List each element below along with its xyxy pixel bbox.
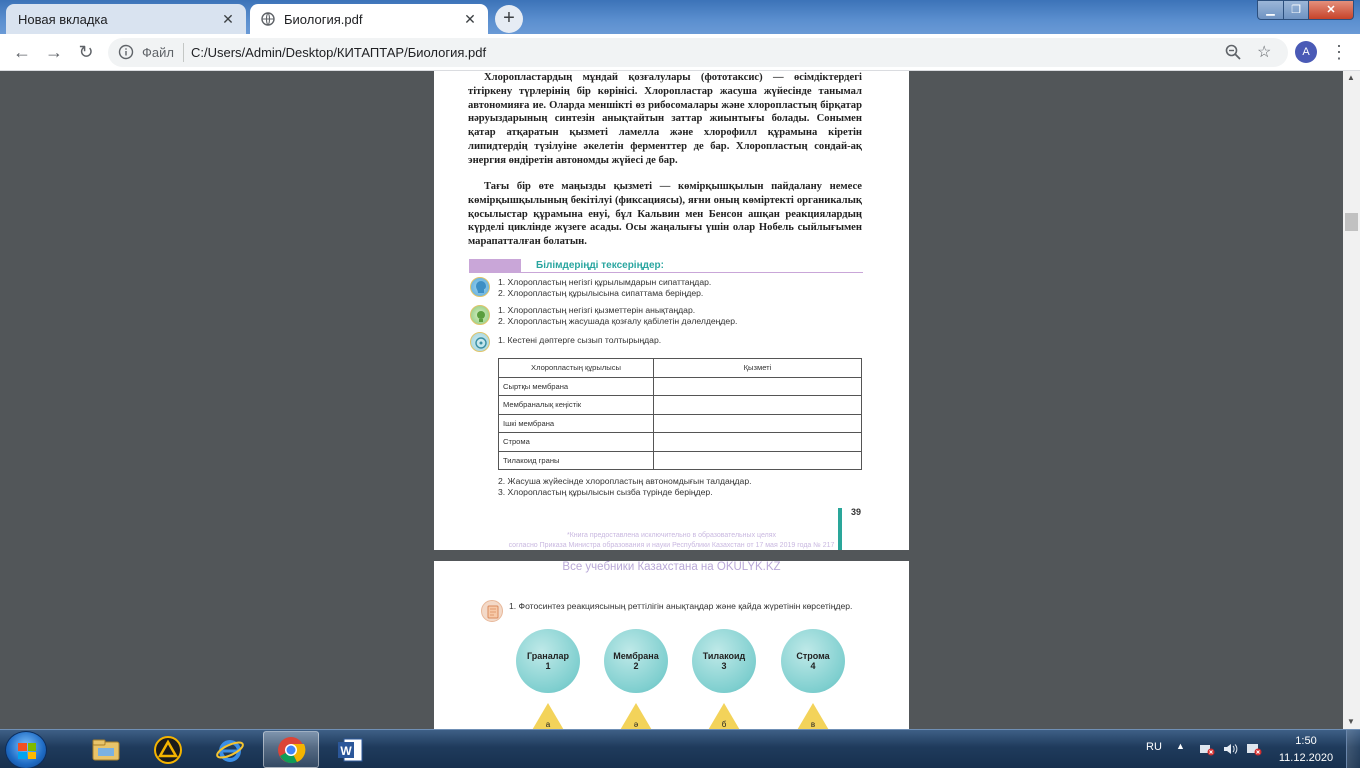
table-cell: Сыртқы мембрана bbox=[499, 377, 654, 396]
table-cell-empty bbox=[654, 377, 862, 396]
table-header: Қызметі bbox=[654, 359, 862, 378]
zoom-icon[interactable] bbox=[1224, 43, 1242, 61]
table-cell-empty bbox=[654, 396, 862, 415]
windows-logo-icon bbox=[18, 743, 36, 759]
question-item: 1. Хлоропластың негізгі құрылымдарын сипаттаңдар. bbox=[498, 277, 712, 287]
circle-label: Тилакоид bbox=[702, 651, 746, 661]
table-row bbox=[499, 414, 862, 433]
globe-icon bbox=[260, 11, 276, 27]
action-center-icon[interactable] bbox=[1246, 742, 1262, 756]
chrome-icon[interactable] bbox=[263, 731, 319, 768]
explorer-icon[interactable] bbox=[78, 731, 134, 768]
close-window-button[interactable]: ✕ bbox=[1308, 0, 1354, 20]
table-row bbox=[499, 396, 862, 415]
footnote: согласно Приказа Министра образования и науки Республики Казахстан от 17 мая 2019 года № 217 bbox=[508, 542, 835, 549]
table-cell: Тилакоид граны bbox=[499, 451, 654, 470]
tab-strip bbox=[0, 0, 1360, 34]
process-circle bbox=[516, 629, 580, 693]
question-item: 2. Хлоропластың құрылысына сипаттама беріңдер. bbox=[498, 287, 704, 298]
table-row bbox=[499, 451, 862, 470]
circle-number: 3 bbox=[721, 661, 727, 671]
internet-explorer-icon[interactable] bbox=[202, 731, 258, 768]
menu-dots-icon[interactable]: ⋮ bbox=[1330, 42, 1348, 62]
circle-number: 1 bbox=[545, 661, 551, 671]
question-item: 1. Кестені дәптерге сызып толтырыңдар. bbox=[498, 335, 662, 345]
show-desktop-button[interactable] bbox=[1346, 730, 1360, 768]
process-circle bbox=[781, 629, 845, 693]
tray-expand-icon[interactable]: ▲ bbox=[1176, 741, 1185, 751]
section-title: Білімдеріңді тексеріңдер: bbox=[536, 260, 664, 271]
table-row bbox=[499, 433, 862, 452]
table-cell-empty bbox=[654, 451, 862, 470]
circle-label: Мембрана bbox=[613, 651, 659, 661]
taskbar bbox=[0, 729, 1360, 768]
question-list bbox=[498, 476, 752, 498]
footnote: *Книга предоставлена исключительно в образовательных целях bbox=[567, 532, 776, 539]
reload-icon[interactable]: ↻ bbox=[78, 42, 94, 62]
process-circle bbox=[604, 629, 668, 693]
page-number: 39 bbox=[851, 507, 862, 517]
process-circle bbox=[692, 629, 756, 693]
table-cell: Строма bbox=[499, 433, 654, 452]
lightbulb-icon bbox=[470, 305, 490, 325]
triangle-label: ә bbox=[633, 720, 639, 729]
pdf-viewer[interactable] bbox=[0, 71, 1360, 729]
circle-number: 2 bbox=[633, 661, 639, 671]
word-icon[interactable] bbox=[322, 731, 378, 768]
tab-close-icon[interactable]: ✕ bbox=[222, 11, 234, 27]
triangle-label: в bbox=[810, 720, 816, 729]
tab-close-icon[interactable]: ✕ bbox=[464, 11, 476, 27]
head-icon bbox=[470, 277, 490, 297]
question-list bbox=[498, 305, 737, 326]
question-item: 3. Хлоропластың құрылысын сызба түрінде беріңдер. bbox=[498, 487, 713, 497]
url-text[interactable]: C:/Users/Admin/Desktop/КИТАПТАР/Биология.pdf bbox=[191, 45, 487, 60]
target-icon bbox=[470, 332, 490, 352]
paragraph: Тағы бір өте маңызды қызметі — көмірқышқылын пайдалану немесе көмірқышқылының бекітілуі (фиксациясы), яғни оның көміртекті органикалық қосылыстар құрамына енуі, бұл Кальвин мен Бенсон ашқан реакциялардың күрделі циклінде жүзеге асады. Осы жаңалығы үшін олар Нобель сыйлығымен марапатталған болатын. bbox=[468, 181, 862, 248]
paragraph: Хлоропластардың мұндай қозғалулары (фототаксис) — өсімдіктердегі тітіркену түрлерінің бір көрінісі. Хлоропластар жасуша жүйесінде танымал автономияға ие. Оларда меншікті өз рибосомалары және хлоропластың бірқатар нәруыздарының синтезін анықтайтын заттар жиынтығы болады. Сонымен қатар атқаратын қызметі ламелла және хлорофилл құрамына кіретін липидтердің түзілуіне әкелетін ферменттер де бар. Хлоропластың сондай-ақ энергия өндіретін автономды жүйесі де бар. bbox=[468, 72, 862, 166]
table-header-row bbox=[499, 359, 862, 378]
question-list bbox=[498, 277, 711, 298]
circle-label: Граналар bbox=[527, 651, 569, 661]
tab-pdf[interactable] bbox=[250, 4, 488, 34]
table-cell: Мембраналық кеңістік bbox=[499, 396, 654, 415]
notebook-icon bbox=[481, 600, 503, 622]
question-list bbox=[498, 335, 661, 346]
pdf-page bbox=[434, 561, 909, 729]
clock-time[interactable]: 1:50 bbox=[1295, 735, 1317, 747]
pdf-page bbox=[434, 71, 909, 550]
avatar[interactable]: A bbox=[1295, 41, 1317, 63]
table-cell: Ішкі мембрана bbox=[499, 414, 654, 433]
table-cell-empty bbox=[654, 433, 862, 452]
triangle-label: а bbox=[545, 720, 551, 729]
tab-new-tab[interactable] bbox=[6, 4, 246, 34]
scroll-down-icon[interactable]: ▼ bbox=[1347, 717, 1355, 726]
question-item: 1. Фотосинтез реакциясының реттілігін анықтаңдар және қайда жүретінін көрсетіңдер. bbox=[509, 601, 853, 611]
table-cell-empty bbox=[654, 414, 862, 433]
bookmark-star-icon[interactable]: ☆ bbox=[1257, 44, 1272, 61]
question-item: 2. Жасуша жүйесінде хлоропластың автономдығын талдаңдар. bbox=[498, 476, 752, 486]
question-item: 1. Хлоропластың негізгі қызметтерін анықтаңдар. bbox=[498, 305, 696, 315]
volume-icon[interactable] bbox=[1222, 742, 1238, 756]
address-bar[interactable] bbox=[108, 38, 1288, 67]
browser-toolbar bbox=[0, 34, 1360, 71]
triangle-label: б bbox=[721, 720, 727, 729]
section-marker bbox=[469, 259, 521, 272]
maximize-button[interactable]: ❐ bbox=[1283, 0, 1309, 20]
circle-number: 4 bbox=[810, 661, 816, 671]
info-icon[interactable] bbox=[118, 44, 134, 60]
table-header: Хлоропластың құрылысы bbox=[499, 359, 654, 378]
back-arrow-icon[interactable]: ← bbox=[13, 42, 31, 62]
question-item: 2. Хлоропластың жасушада қозғалу қабілетін дәлелдеңдер. bbox=[498, 315, 738, 326]
structure-table bbox=[498, 358, 862, 470]
watermark: Все учебники Казахстана на OKULYK.KZ bbox=[562, 561, 781, 573]
svg-text:W: W bbox=[340, 743, 352, 758]
app-triangle-icon[interactable] bbox=[140, 731, 196, 768]
scheme-label: Файл bbox=[142, 45, 174, 60]
scroll-up-icon[interactable]: ▲ bbox=[1347, 73, 1355, 82]
vertical-scrollbar[interactable] bbox=[1343, 71, 1360, 729]
divider bbox=[469, 272, 863, 273]
new-tab-button[interactable]: + bbox=[495, 5, 523, 33]
minimize-button[interactable]: ▁ bbox=[1257, 0, 1284, 20]
forward-arrow-icon[interactable]: → bbox=[45, 42, 63, 62]
tab-title: Новая вкладка bbox=[18, 11, 108, 27]
network-error-icon[interactable] bbox=[1199, 742, 1215, 756]
start-button[interactable] bbox=[5, 731, 47, 768]
scroll-thumb[interactable] bbox=[1345, 213, 1358, 231]
divider bbox=[183, 43, 184, 62]
table-row bbox=[499, 377, 862, 396]
circle-label: Строма bbox=[796, 651, 830, 661]
tab-title: Биология.pdf bbox=[284, 11, 363, 27]
language-indicator[interactable]: RU bbox=[1146, 741, 1162, 753]
clock-date[interactable]: 11.12.2020 bbox=[1278, 752, 1334, 764]
